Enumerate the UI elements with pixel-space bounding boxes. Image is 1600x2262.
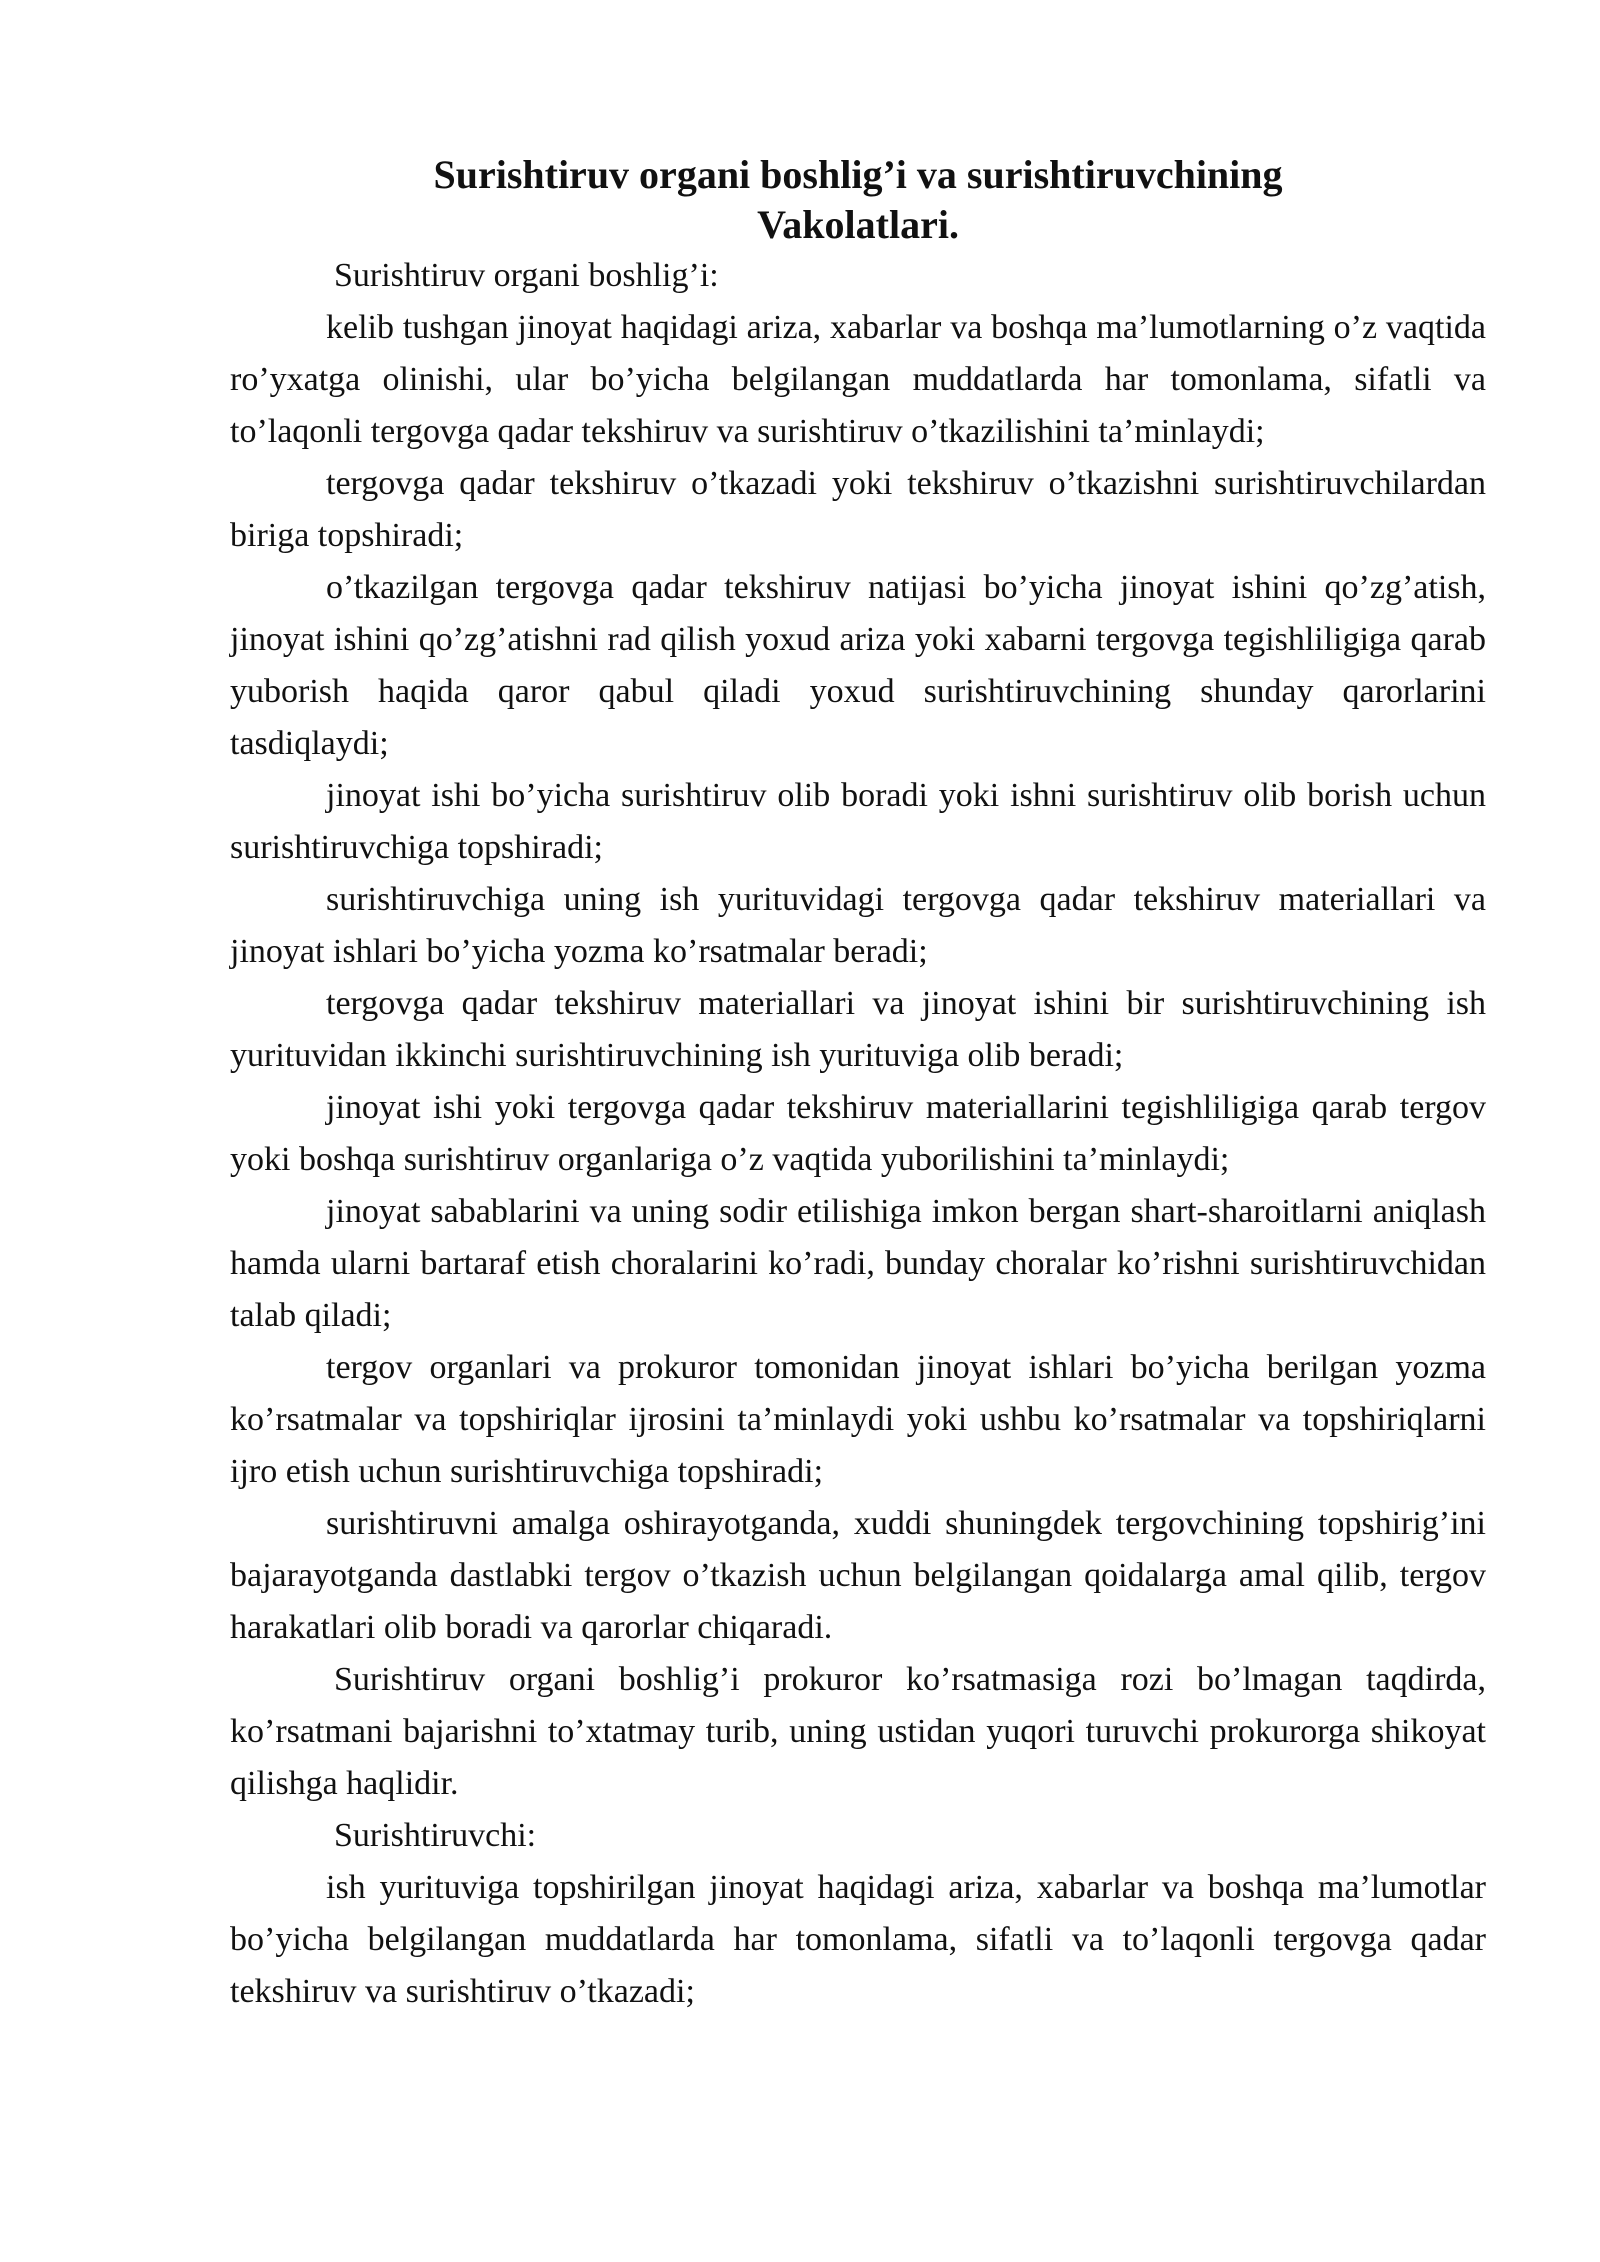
document-title [230,150,1486,250]
paragraph: tergov organlari va prokuror tomonidan jinoyat ishlari bo’yicha berilgan yozma ko’rsatmalar va topshiriqlar ijrosini ta’minlaydi yoki ushbu ko’rsatmalar va topshiriqlarni ijro etish uchun surishtiruvchiga topshiradi; [230,1349,1486,1490]
paragraph: jinoyat ishi bo’yicha surishtiruv olib boradi yoki ishni surishtiruv olib borish uchun surishtiruvchiga topshiradi; [230,777,1486,866]
paragraph: kelib tushgan jinoyat haqidagi ariza, xabarlar va boshqa ma’lumotlarning o’z vaqtida ro’yxatga olinishi, ular bo’yicha belgilangan muddatlarda har tomonlama, sifatli va to’laqonli tergovga qadar tekshiruv va surishtiruv o’tkazilishini ta’minlaydi; [230,309,1486,450]
paragraph: tergovga qadar tekshiruv o’tkazadi yoki tekshiruv o’tkazishni surishtiruvchilardan biriga topshiradi; [230,465,1486,554]
title-line-1: Surishtiruv organi boshlig’i va surishtiruvchining [433,152,1283,197]
paragraph: o’tkazilgan tergovga qadar tekshiruv natijasi bo’yicha jinoyat ishini qo’zg’atish, jinoyat ishini qo’zg’atishni rad qilish yoxud ariza yoki xabarni tergovga tegishliligiga qarab yuborish haqida qaror qabul qiladi yoxud surishtiruvchining shunday qarorlarini tasdiqlaydi; [230,569,1486,762]
paragraph: ish yurituviga topshirilgan jinoyat haqidagi ariza, xabarlar va boshqa ma’lumotlar bo’yicha belgilangan muddatlarda har tomonlama, sifatli va to’laqonli tergovga qadar tekshiruv va surishtiruv o’tkazadi; [230,1869,1486,2010]
paragraph: surishtiruvchiga uning ish yurituvidagi tergovga qadar tekshiruv materiallari va jinoyat ishlari bo’yicha yozma ko’rsatmalar beradi; [230,881,1486,970]
paragraph: jinoyat sabablarini va uning sodir etilishiga imkon bergan shart-sharoitlarni aniqlash hamda ularni bartaraf etish choralarini ko’radi, bunday choralar ko’rishni surishtiruvchidan talab qiladi; [230,1193,1486,1334]
document-body [230,150,1486,2018]
paragraph: jinoyat ishi yoki tergovga qadar tekshiruv materiallarini tegishliligiga qarab tergov yoki boshqa surishtiruv organlariga o’z vaqtida yuborilishini ta’minlaydi; [230,1089,1486,1178]
section-label-head: Surishtiruv organi boshlig’i: [334,257,719,294]
section-label-investigator: Surishtiruvchi: [334,1817,537,1854]
paragraph: surishtiruvni amalga oshirayotganda, xuddi shuningdek tergovchining topshirig’ini bajarayotganda dastlabki tergov o’tkazish uchun belgilangan qoidalarga amal qilib, tergov harakatlari olib boradi va qarorlar chiqaradi. [230,1505,1486,1646]
title-line-2: Vakolatlari. [757,202,959,247]
paragraph-objection-right: Surishtiruv organi boshlig’i prokuror ko’rsatmasiga rozi bo’lmagan taqdirda, ko’rsatmani bajarishni to’xtatmay turib, uning ustidan yuqori turuvchi prokurorga shikoyat qilishga haqlidir. [230,1661,1486,1802]
paragraph: tergovga qadar tekshiruv materiallari va jinoyat ishini bir surishtiruvchining ish yurituvidan ikkinchi surishtiruvchining ish yurituviga olib beradi; [230,985,1486,1074]
